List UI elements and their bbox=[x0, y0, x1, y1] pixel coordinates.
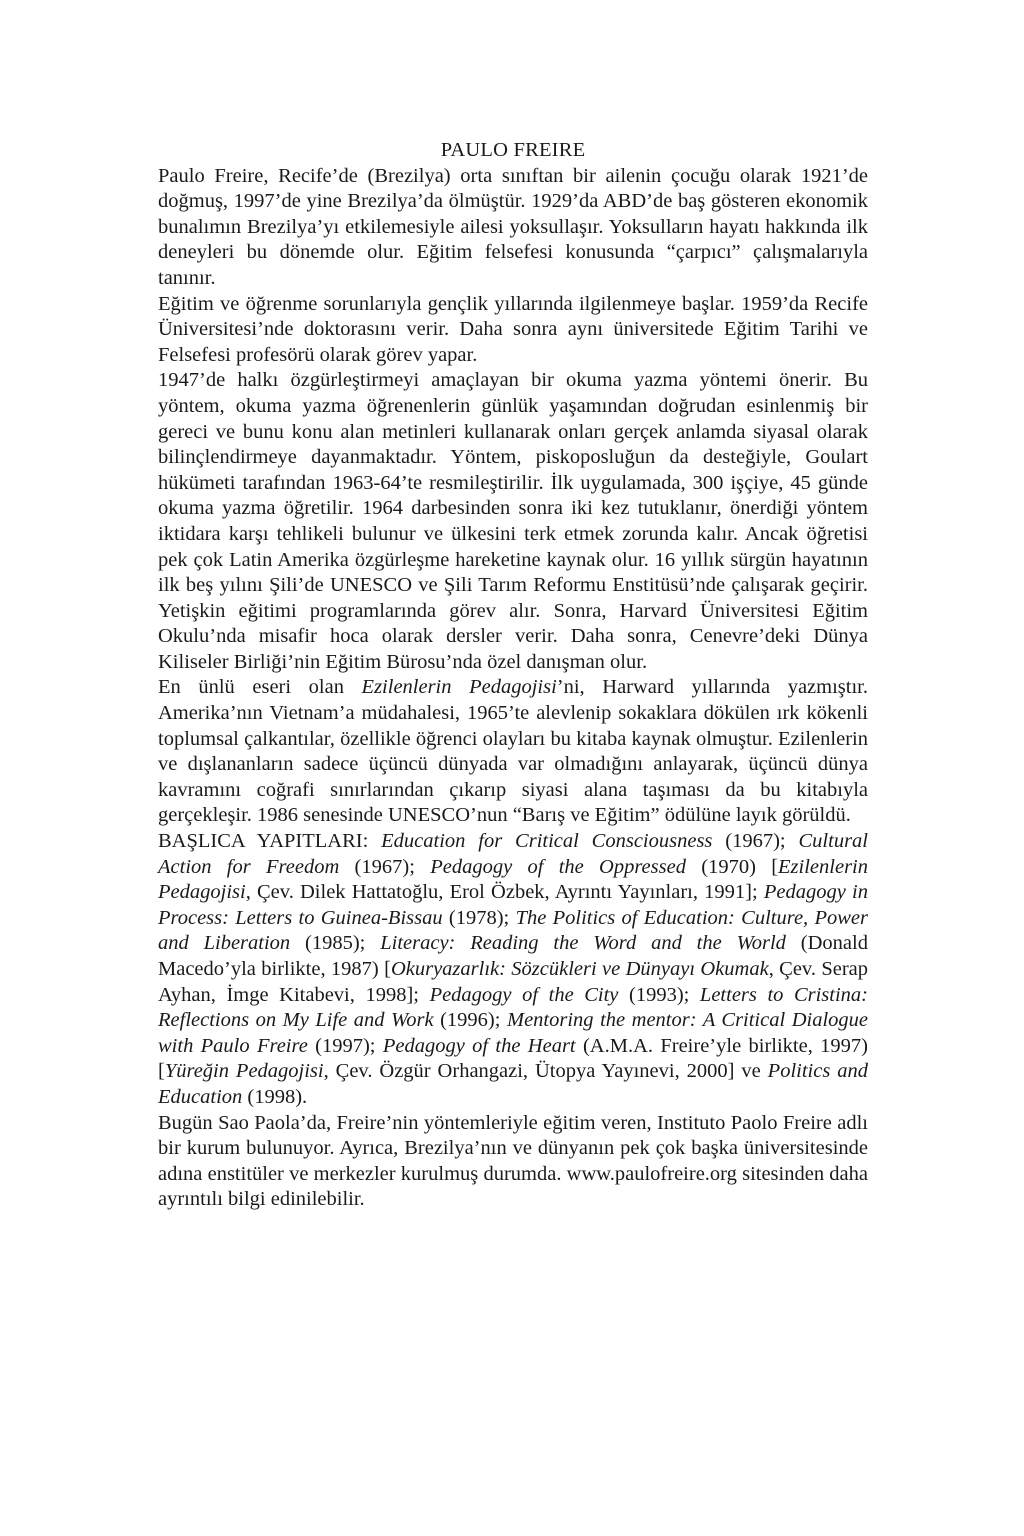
book-title: Cultural Action for Freedom bbox=[158, 830, 868, 878]
text-span: (1978); bbox=[442, 906, 516, 929]
text-span: , Çev. Dilek Hattatoğlu, Erol Özbek, Ayrıntı Yayınları, 1991]; bbox=[245, 881, 764, 904]
book-title: The Politics of Education: Culture, Power and Liberation bbox=[158, 906, 868, 955]
book-title: Pedagogy of the City bbox=[429, 983, 619, 1006]
paragraph-biography: Paulo Freire, Recife’de (Brezilya) orta sınıftan bir ailenin çocuğu olarak 1921’de doğmuş, 1997’de yine Brezilya’da ölmüştür. 1929’da ABD’de baş gösteren ekonomik bunalımın Brezilya’yı etkilemesiyle ailesi yoksullaşır. Yoksulların hayatı hakkında ilk deneyleri bu dönemde olur. Eğitim felsefesi konusunda “çarpıcı” çalışmalarıyla tanınır. bbox=[158, 164, 868, 289]
document-page bbox=[158, 138, 868, 1213]
text-span: (1998). bbox=[242, 1085, 308, 1108]
text-span: (1996); bbox=[433, 1009, 507, 1032]
paragraph-education: Eğitim ve öğrenme sorunlarıyla gençlik yıllarında ilgilenmeye başlar. 1959’da Recife Üniversitesi’nde doktorasını verir. Daha sonra aynı üniversitede Eğitim Tarihi ve Felsefesi profesörü olarak görev yapar. bbox=[158, 292, 868, 366]
book-title: Ezilenlerin Pedagojisi bbox=[361, 676, 557, 699]
text-span: (1970) [ bbox=[685, 855, 779, 878]
text-span: (A.M.A. Freire’yle birlikte, 1997) [ bbox=[158, 1034, 868, 1083]
book-title: Education for Critical Consciousness bbox=[381, 830, 713, 853]
text-span: (1997); bbox=[307, 1034, 383, 1057]
text-span: , Çev. Serap Ayhan, İmge Kitabevi, 1998]; bbox=[158, 958, 868, 1006]
book-title: Pedagogy of the Oppressed bbox=[430, 855, 686, 878]
paragraph-major-works bbox=[158, 829, 868, 1111]
paragraph-famous-work bbox=[158, 675, 868, 829]
section-label: BAŞLICA YAPITLARI: bbox=[158, 830, 382, 853]
text-span: ’ni, Harward yıllarında yazmıştır. Amerika’nın Vietnam’a müdahalesi, 1965’te alevlenip sokaklara dökülen ırk kökenli toplumsal çalkantılar, özellikle öğrenci olayları bu kitaba kaynak olmuştur. Ezilenlerin ve dışlananların sadece üçüncü dünyada var olmadığını anlayarak, üçüncü dünya kavramını coğrafi sınırlarından çıkarıp siyasi alana taşıması da bu kitabıyla gerçekleşir. 1986 senesinde UNESCO’nun “Barış ve Eğitim” ödülüne layık görüldü. bbox=[158, 676, 868, 827]
book-title: Literacy: Reading the Word and the World bbox=[380, 932, 786, 955]
page-title: PAULO FREIRE bbox=[440, 139, 586, 161]
text-span: , Çev. Özgür Orhangazi, Ütopya Yayınevi, 2000] ve bbox=[323, 1060, 768, 1083]
paragraph-literacy-method: 1947’de halkı özgürleştirmeyi amaçlayan bir okuma yazma yöntemi önerir. Bu yöntem, okuma yazma öğrenenlerin günlük yaşamından doğrudan esinlenmiş bir gereci ve bunu konu alan metinleri kullanarak onları gerçek anlamda siyasal olarak bilinçlendirmeye dayanmaktadır. Yöntem, piskoposluğun da desteğiyle, Goulart hükümeti tarafından 1963-64’te resmileştirilir. İlk uygulamada, 300 işçiye, 45 günde okuma yazma öğretilir. 1964 darbesinden sonra iki kez tutuklanır, önerdiği yöntem iktidara karşı tehlikeli bulunur ve ülkesini terk etmek zorunda kalır. Ancak öğretisi pek çok Latin Amerika özgürleşme hareketine kaynak olur. 16 yıllık sürgün hayatının ilk beş yılını Şili’de UNESCO ve Şili Tarım Reformu Enstitüsü’nde çalışarak geçirir. Yetişkin eğitimi programlarında görev alır. Sonra, Harvard Üniversitesi Eğitim Okulu’nda misafir hoca olarak dersler verir. Daha sonra, Cenevre’deki Dünya Kiliseler Birliği’nin Eğitim Bürosu’nda özel danışman olur. bbox=[158, 369, 868, 673]
paragraph-institute: Bugün Sao Paola’da, Freire’nin yöntemleriyle eğitim veren, Instituto Paolo Freire adlı bir kurum bulunuyor. Ayrıca, Brezilya’nın ve dünyanın pek çok başka üniversitesinde adına enstitüler ve merkezler kurulmuş durumda. www.paulofreire.org sitesinden daha ayrıntılı bilgi edinilebilir. bbox=[158, 1111, 868, 1211]
text-span: En ünlü eseri olan bbox=[158, 676, 362, 699]
book-title: Yüreğin Pedagojisi bbox=[164, 1060, 324, 1083]
book-title: Pedagogy of the Heart bbox=[382, 1034, 576, 1057]
text-span: (1993); bbox=[618, 983, 700, 1006]
book-title: Mentoring the mentor: A Critical Dialogue with Paulo Freire bbox=[158, 1009, 869, 1057]
book-title: Letters to Cristina: Reflections on My Life and Work bbox=[158, 983, 869, 1032]
text-span: (Donald Macedo’yla birlikte, 1987) [ bbox=[158, 932, 868, 980]
text-span: (1985); bbox=[290, 932, 381, 955]
book-title: Pedagogy in Process: Letters to Guinea-Bissau bbox=[158, 881, 868, 929]
book-title: Okuryazarlık: Sözcükleri ve Dünyayı Okumak bbox=[390, 958, 769, 980]
text-span: (1967); bbox=[339, 855, 431, 878]
book-title: Politics and Education bbox=[158, 1060, 868, 1108]
text-span: (1967); bbox=[712, 830, 799, 853]
book-title: Ezilenlerin Pedagojisi bbox=[158, 855, 868, 904]
